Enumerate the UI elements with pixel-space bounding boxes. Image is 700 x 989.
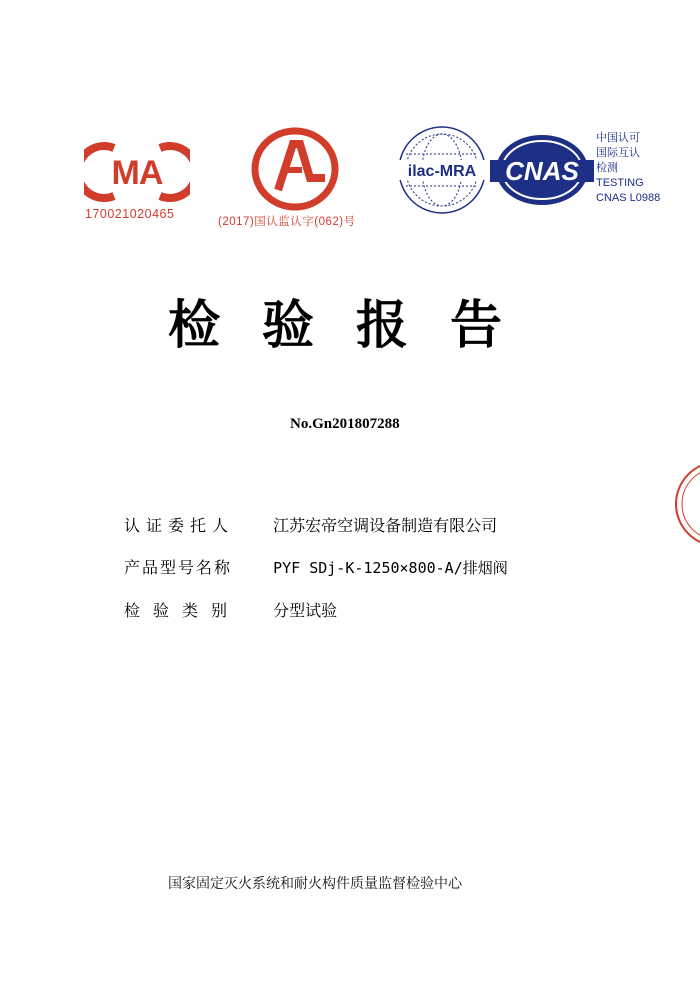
cal-logo (250, 126, 340, 212)
cal-logo-icon (250, 126, 340, 212)
field-client-value: 江苏宏帝空调设备制造有限公司 (273, 516, 498, 535)
cnas-logo (490, 130, 594, 210)
issuing-center: 国家固定灭火系统和耐火构件质量监督检验中心 (168, 876, 462, 892)
cal-number: (2017)国认监认字(062)号 (218, 216, 356, 228)
field-product-label: 产品型号名称 (124, 558, 233, 577)
cnas-accreditation-text (596, 131, 686, 206)
ilac-globe-icon (396, 124, 488, 216)
field-test-type-value: 分型试验 (273, 601, 338, 620)
ilac-mra-logo (396, 124, 488, 216)
field-client-label: 认证委托人 (124, 516, 235, 535)
cnas-line-3: 检测 (596, 162, 618, 174)
cma-logo (84, 140, 190, 204)
field-test-type-label: 检验类别 (124, 601, 241, 620)
cnas-line-2: 国际互认 (596, 147, 640, 159)
svg-text:MA: MA (111, 154, 163, 192)
field-product-value: PYF SDj-K-1250×800-A/排烟阀 (273, 559, 508, 577)
cma-logo-icon (84, 140, 190, 204)
cnas-line-4: TESTING (596, 177, 644, 189)
field-product (124, 555, 644, 578)
seal-stamp-fragment (670, 458, 700, 550)
cnas-line-1: 中国认可 (596, 132, 640, 144)
document-title: 检验报告 (168, 296, 545, 356)
cma-number: 170021020465 (85, 207, 175, 221)
svg-text:CNAS: CNAS (505, 156, 579, 186)
seal-icon (670, 458, 700, 550)
field-test-type (124, 598, 624, 621)
svg-text:ilac-MRA: ilac-MRA (407, 163, 477, 180)
report-number: No.Gn201807288 (290, 416, 400, 432)
field-client (124, 513, 624, 536)
cnas-line-5: CNAS L0988 (596, 192, 661, 204)
cnas-logo-icon (490, 130, 594, 210)
